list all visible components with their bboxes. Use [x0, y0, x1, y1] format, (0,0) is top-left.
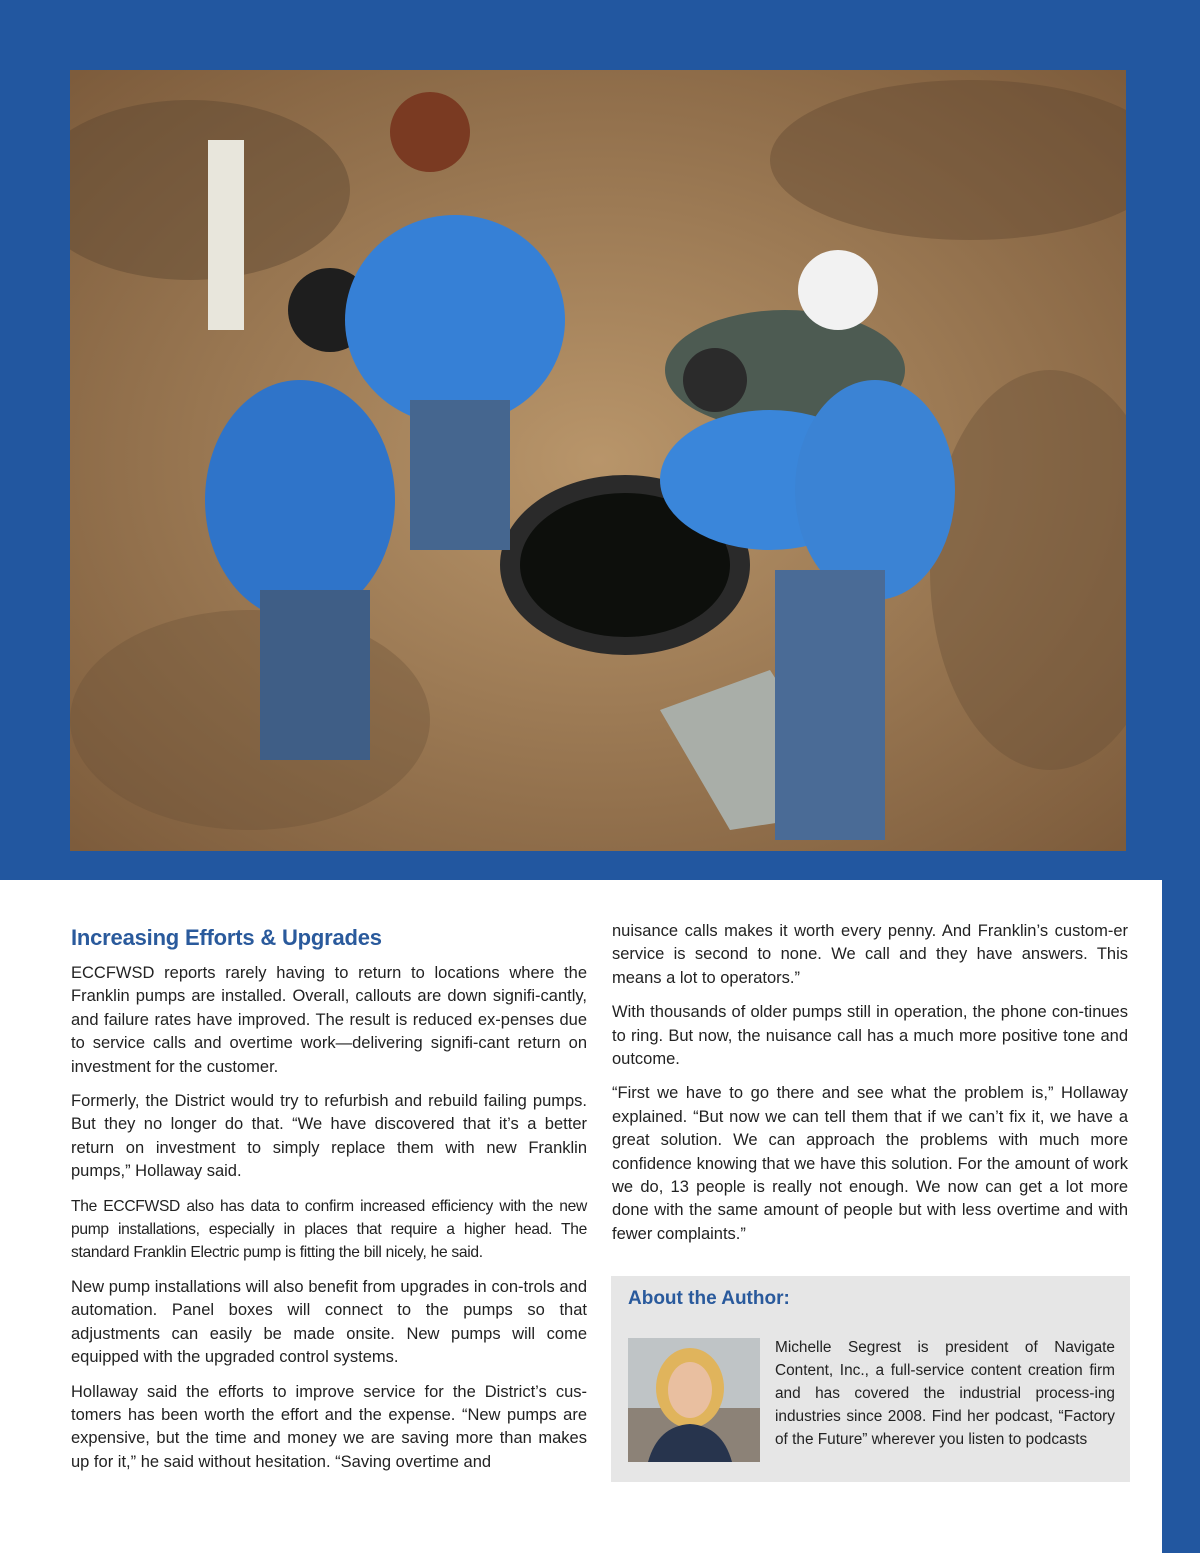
about-author-heading: About the Author: [628, 1288, 790, 1309]
side-band [1162, 0, 1200, 1553]
paragraph: New pump installations will also benefit from upgrades in con-trols and automation. Panel boxes will connect to the pumps so that adjustments can easily be made onsite. New pumps will come equipped with the upgraded control systems. [71, 1277, 587, 1367]
paragraph: The ECCFWSD also has data to confirm increased efficiency with the new pump installations, especially in places that require a higher head. The standard Franklin Electric pump is fitting the bill nicely, he said. [71, 1197, 587, 1262]
page-number: 13 [1101, 1493, 1125, 1516]
paragraph: “First we have to go there and see what the problem is,” Hollaway explained. “But now we can tell them that if we can’t fix it, we have a great solution. We can approach the problems with much more confidence knowing that we have this solution. For the amount of work we do, 13 people is really not enough. We now can get a lot more done with the same amount of people but with less overtime and with fewer complaints.” [612, 1084, 1128, 1243]
paragraph: nuisance calls makes it worth every penny. And Franklin’s custom-er service is second to none. We call and they have answers. This means a lot to operators.” [612, 922, 1128, 987]
paragraph: With thousands of older pumps still in operation, the phone con-tinues to ring. But now, the nuisance call has a much more positive tone and outcome. [612, 1003, 1128, 1069]
paragraph: Formerly, the District would try to refurbish and rebuild failing pumps. But they no longer do that. “We have discovered that it’s a better return on investment to simply replace them with new Franklin pumps,” Hollaway said. [71, 1092, 587, 1181]
article-column-left [71, 920, 587, 1485]
author-bio: Michelle Segrest is president of Navigate Content, Inc., a full-service content creation firm and has covered the industrial process-ing industries since 2008. Find her podcast, “Factory of the Future” wherever you listen to podcasts [775, 1339, 1115, 1448]
article-column-right [612, 920, 1128, 1257]
feature-photo [70, 70, 1126, 851]
paragraph: ECCFWSD reports rarely having to return to locations where the Franklin pumps are installed. Overall, callouts are down signifi-cantly, and failure rates have improved. The result is reduced ex-penses due to service calls and overtime work—delivering signifi-cant return on investment for the customer. [71, 964, 587, 1076]
about-author-box [611, 1276, 1130, 1482]
section-heading: Increasing Efforts & Upgrades [71, 925, 382, 950]
author-portrait [628, 1338, 760, 1462]
infinity-logo-icon [1098, 1522, 1128, 1542]
paragraph: Hollaway said the efforts to improve service for the District’s cus-tomers has been worth the effort and the expense. “New pumps are expensive, but the time and money we are saving more than makes up for it,” he said without hesitation. “Saving overtime and [71, 1382, 587, 1471]
